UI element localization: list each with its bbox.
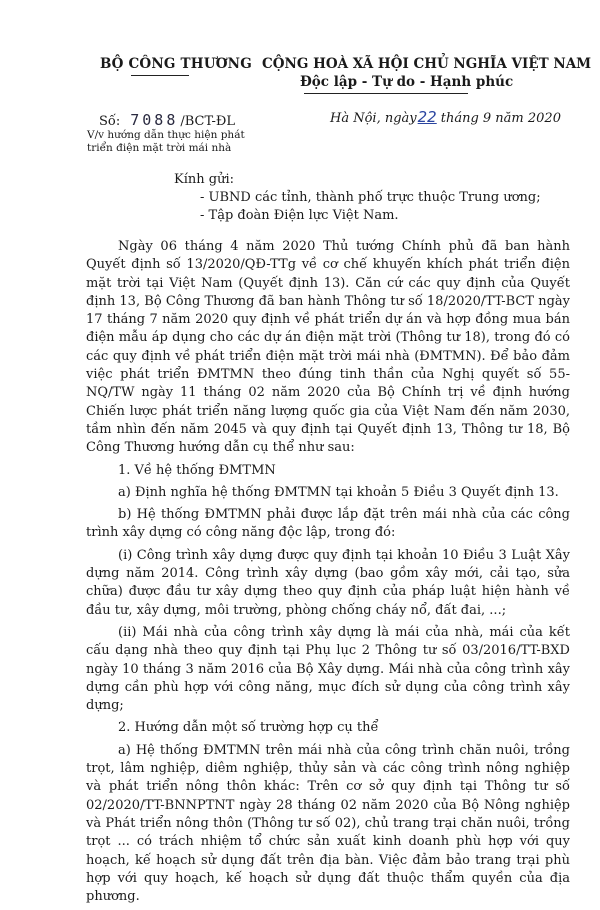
body-paragraph: (i) Công trình xây dựng được quy định tại khoản 10 Điều 3 Luật Xây dựng năm 2014. Công trình xây dựng (bao gồm xây mới, cải tạo, sửa chữa) được đầu tư xây dựng theo quy định của pháp luật hiện hành về đầu tư, xây dựng, môi trường, phòng chống cháy nổ, đất đai, ...; [86,547,570,618]
motto-underline [304,93,468,94]
document-number [99,111,235,129]
document-body [86,238,570,910]
doc-number-suffix: /BCT-ĐL [180,114,236,129]
agency-underline [131,75,189,76]
subject-line: V/v hướng dẫn thực hiện phát [87,129,245,141]
body-paragraph: b) Hệ thống ĐMTMN phải được lắp đặt trên mái nhà của các công trình xây dựng có công năng độc lập, trong đó: [86,507,570,541]
doc-number-value: 7088 [130,111,179,129]
recipient-item: - UBND các tỉnh, thành phố trực thuộc Trung ương; [200,190,541,205]
national-title: CỘNG HOÀ XÃ HỘI CHỦ NGHĨA VIỆT NAM [262,56,592,72]
date-suffix: tháng 9 năm 2020 [440,111,561,126]
intro-paragraph: Ngày 06 tháng 4 năm 2020 Thủ tướng Chính phủ đã ban hành Quyết định số 13/2020/QĐ-TTg về cơ chế khuyến khích phát triển điện mặt trời tại Việt Nam (Quyết định 13). Căn cứ các quy định của Quyết định 13, Bộ Công Thương đã ban hành Thông tư số 18/2020/TT-BCT ngày 17 tháng 7 năm 2020 quy định về phát triển dự án và hợp đồng mua bán điện mẫu áp dụng cho các dự án điện mặt trời (Thông tư 18), trong đó có các quy định về phát triển điện mặt trời mái nhà (ĐMTMN). Để bảo đảm việc phát triển ĐMTMN theo đúng tinh thần của Nghị quyết số 55-NQ/TW ngày 11 tháng 02 năm 2020 của Bộ Chính trị về định hướng Chiến lược phát triển năng lượng quốc gia của Việt Nam đến năm 2030, tầm nhìn đến năm 2045 và quy định tại Quyết định 13, Thông tư 18, Bộ Công Thương hướng dẫn cụ thể như sau: [86,239,570,456]
date-day-handwritten: 22 [417,108,437,126]
section-heading: 2. Hướng dẫn một số trường hợp cụ thể [118,720,379,736]
date-line [330,108,561,126]
body-paragraph: a) Hệ thống ĐMTMN trên mái nhà của công trình chăn nuôi, trồng trọt, lâm nghiệp, diêm nghiệp, thủy sản và các công trình nông nghiệp và phát triển nông thôn khác: Trên cơ sở quy định tại Thông tư số 02/2020/TT-BNNPTNT ngày 28 tháng 02 năm 2020 của Bộ Nông nghiệp và Phát triển nông thôn (Thông tư số 02), chủ trang trại chăn nuôi, trồng trọt ... có trách nhiệm tổ chức sản xuất kinh doanh phù hợp với quy hoạch, kế hoạch sử dụng đất trên địa bàn. Việc đảm bảo trang trại phù hợp với quy hoạch, kế hoạch sử dụng đất thuộc thẩm quyền của địa phương. [86,742,570,905]
greeting: Kính gửi: [174,172,234,187]
section-heading: 1. Về hệ thống ĐMTMN [118,462,276,478]
body-paragraph: a) Định nghĩa hệ thống ĐMTMN tại khoản 5 Điều 3 Quyết định 13. [118,484,559,500]
date-prefix: Hà Nội, ngày [330,111,417,126]
subject-line: triển điện mặt trời mái nhà [87,142,232,154]
national-motto: Độc lập - Tự do - Hạnh phúc [300,74,514,90]
issuing-agency: BỘ CÔNG THƯƠNG [100,56,252,72]
document-subject [87,129,277,155]
recipient-item: - Tập đoàn Điện lực Việt Nam. [200,208,399,223]
doc-number-prefix: Số: [99,114,121,129]
body-paragraph: (ii) Mái nhà của công trình xây dựng là mái của nhà, mái của kết cấu dạng nhà theo quy định tại Phụ lục 2 Thông tư số 03/2016/TT-BXD ngày 10 tháng 3 năm 2016 của Bộ Xây dựng. Mái nhà của công trình xây dựng cần phù hợp với công năng, mục đích sử dụng của công trình xây dựng; [86,624,570,714]
